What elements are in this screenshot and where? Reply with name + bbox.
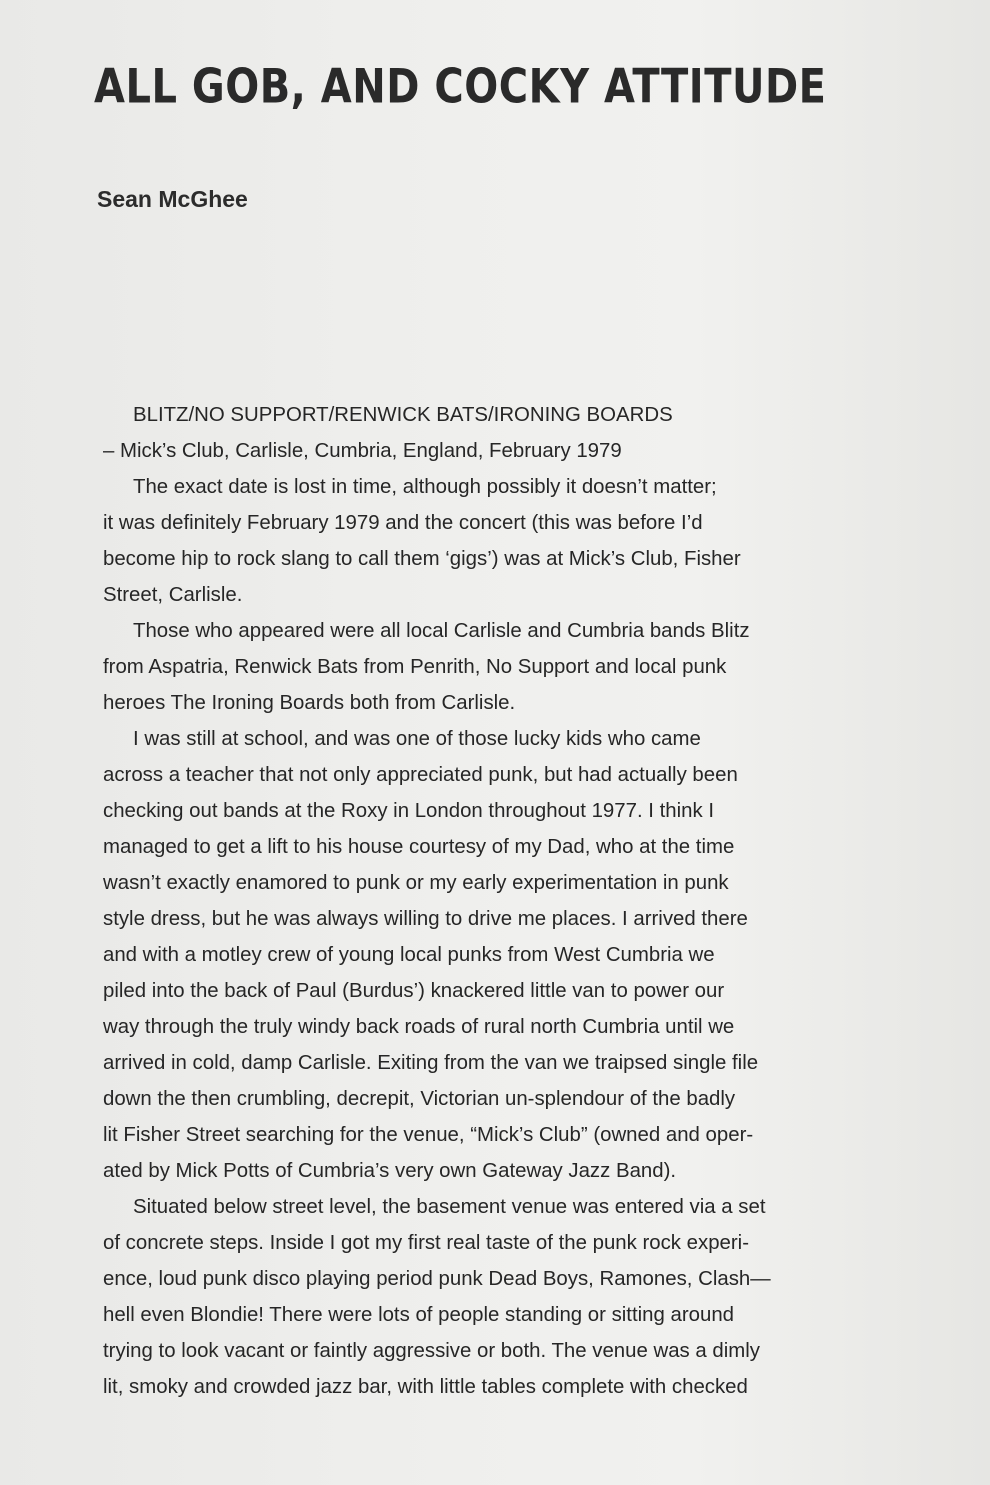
paragraph-line: from Aspatria, Renwick Bats from Penrith, No Support and local punk [103,656,727,678]
event-heading-line: BLITZ/NO SUPPORT/RENWICK BATS/IRONING BOARDS [133,404,673,426]
paragraph-line: I was still at school, and was one of those lucky kids who came [133,728,701,750]
paragraph-line: arrived in cold, damp Carlisle. Exiting from the van we traipsed single file [103,1052,759,1074]
article-body [103,397,873,1405]
paragraph-line: style dress, but he was always willing to drive me places. I arrived there [103,908,748,930]
paragraph-line: down the then crumbling, decrepit, Victorian un-splendour of the badly [103,1088,736,1110]
paragraph-line: hell even Blondie! There were lots of people standing or sitting around [103,1304,735,1326]
paragraph-line: become hip to rock slang to call them ‘gigs’) was at Mick’s Club, Fisher [103,548,741,570]
paragraph-line: checking out bands at the Roxy in London throughout 1977. I think I [103,800,715,822]
paragraph [103,613,873,721]
paragraph-line: piled into the back of Paul (Burdus’) knackered little van to power our [103,980,725,1002]
article-title: ALL GOB, AND COCKY ATTITUDE [94,60,827,115]
paragraph-line: managed to get a lift to his house courtesy of my Dad, who at the time [103,836,735,858]
paragraph-line: lit, smoky and crowded jazz bar, with little tables complete with checked [103,1376,748,1398]
paragraph-line: The exact date is lost in time, although possibly it doesn’t matter; [133,476,717,498]
article-author: Sean McGhee [97,186,248,212]
paragraph-line: Situated below street level, the basement venue was entered via a set [133,1196,766,1218]
paragraph [103,721,873,1189]
paragraph-line: Those who appeared were all local Carlisle and Cumbria bands Blitz [133,620,750,642]
paragraph-line: wasn’t exactly enamored to punk or my early experimentation in punk [103,872,729,894]
paragraph-line: heroes The Ironing Boards both from Carlisle. [103,692,516,714]
paragraph [103,469,873,613]
paragraph-line: ence, loud punk disco playing period punk Dead Boys, Ramones, Clash— [103,1268,771,1290]
paragraph-line: Street, Carlisle. [103,584,243,606]
paragraph-line: and with a motley crew of young local punks from West Cumbria we [103,944,715,966]
paragraph-line: across a teacher that not only appreciated punk, but had actually been [103,764,738,786]
paragraph-line: trying to look vacant or faintly aggressive or both. The venue was a dimly [103,1340,760,1362]
paragraph-line: of concrete steps. Inside I got my first real taste of the punk rock experi- [103,1232,749,1254]
paragraph-line: it was definitely February 1979 and the concert (this was before I’d [103,512,703,534]
paragraph-line: way through the truly windy back roads of rural north Cumbria until we [103,1016,735,1038]
paragraph-line: ated by Mick Potts of Cumbria’s very own Gateway Jazz Band). [103,1160,677,1182]
paragraph [103,1189,873,1405]
event-heading-line: – Mick’s Club, Carlisle, Cumbria, England, February 1979 [103,440,622,462]
paragraph-line: lit Fisher Street searching for the venue, “Mick’s Club” (owned and oper- [103,1124,754,1146]
event-heading [103,397,873,469]
